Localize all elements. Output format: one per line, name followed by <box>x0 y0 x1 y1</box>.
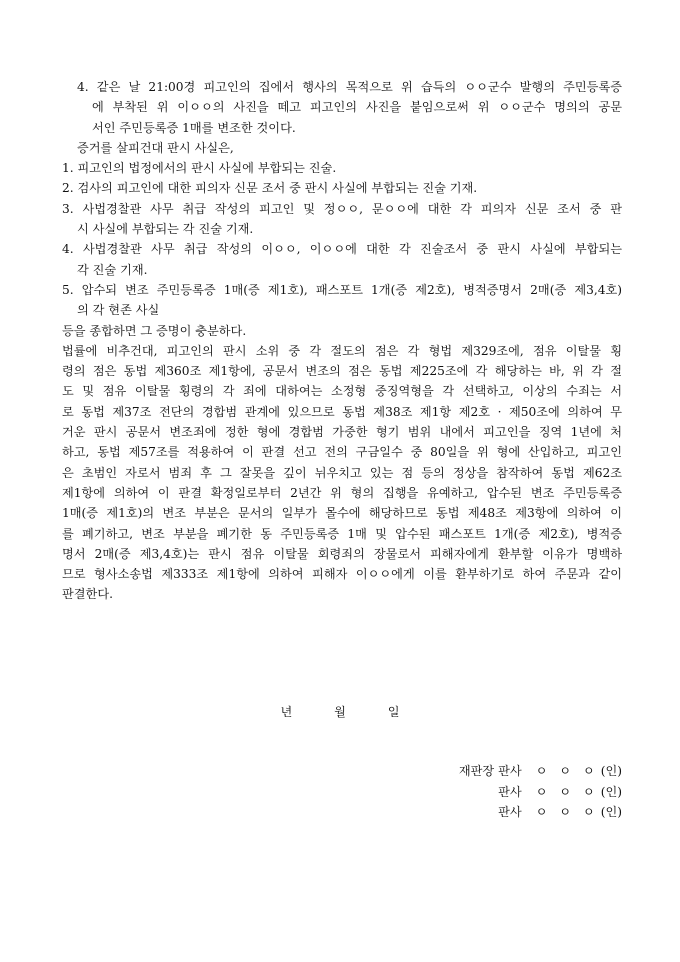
judge-seal: (인) <box>600 784 622 799</box>
judge-name: ㅇ ㅇ ㅇ <box>535 764 599 778</box>
body-line: 시 사실에 부합되는 각 진술 기재. <box>77 222 254 237</box>
body-line: 등을 종합하면 그 증명이 충분하다. <box>62 323 247 338</box>
date-month: 월 <box>334 705 346 719</box>
body-line: 서인 주민등록증 1매를 변조한 것이다. <box>92 120 296 135</box>
body-line: 로 동법 제37조 전단의 경합범 관계에 있으므로 동법 제38조 제1항 제2호 · 제50조에 의하여 무 <box>62 404 622 419</box>
judge-row <box>382 761 622 782</box>
body-line: 도 및 점유 이탈물 횡령의 각 죄에 대하여는 소정형 중징역형을 각 선택하고, 이상의 수죄는 서 <box>62 384 622 399</box>
body-line: 1. 피고인의 법정에서의 판시 사실에 부합되는 진술. <box>62 161 337 176</box>
body-line: 의 각 현존 사실 <box>77 303 160 318</box>
date-day: 일 <box>387 705 400 719</box>
judge-row <box>382 782 622 803</box>
body-line: 거운 판시 공문서 변조죄에 정한 형에 경합범 가중한 형기 범위 내에서 피고인을 징역 1년에 처 <box>62 425 622 440</box>
judgment-body <box>62 77 622 605</box>
judge-seal: (인) <box>600 805 622 819</box>
body-line: 2. 검사의 피고인에 대한 피의자 신문 조서 중 판시 사실에 부합되는 진술 기재. <box>62 181 478 196</box>
body-line: 령의 점은 동법 제360조 제1항에, 공문서 변조의 점은 동법 제225조에 각 해당하는 바, 위 각 절 <box>62 364 622 379</box>
body-line: 제1항에 의하여 이 판결 확정일로부터 2년간 위 형의 집행을 유예하고, 압수된 변조 주민등록증 <box>62 485 622 500</box>
body-line: 1매(증 제1호)의 변조 부분은 문서의 일부가 몰수에 해당하므로 동법 제48조 제3항에 의하여 이 <box>62 506 622 521</box>
body-line: 은 초범인 자로서 범죄 후 그 잘못을 깊이 뉘우치고 있는 점 등의 정상을 참작하여 동법 제62조 <box>62 465 622 480</box>
body-line: 명서 2매(증 제3,4호)는 판시 점유 이탈물 회령죄의 장물로서 피해자에게 환부할 이유가 명백하 <box>62 546 622 561</box>
judge-seal: (인) <box>600 764 622 778</box>
body-line: 증거를 살피건대 판시 사실은, <box>77 140 234 155</box>
body-line: 각 진술 기재. <box>77 262 148 277</box>
judge-name: ㅇ ㅇ ㅇ <box>535 805 599 819</box>
date-year: 년 <box>280 705 293 719</box>
body-line: 판결한다. <box>62 587 113 602</box>
body-line: 4. 같은 날 21:00경 피고인의 집에서 행사의 목적으로 위 습득의 ㅇㅇ군수 발행의 주민등록증 <box>77 80 622 94</box>
judge-signatures <box>382 761 622 823</box>
body-line: 하고, 동법 제57조를 적용하여 이 판결 선고 전의 구금일수 중 80일을 위 형에 산입하고, 피고인 <box>62 445 622 460</box>
date-line <box>0 702 680 722</box>
body-line: 법률에 비추건대, 피고인의 판시 소위 중 각 절도의 점은 각 형법 제329조에, 점유 이탈물 횡 <box>62 343 622 358</box>
judge-row <box>382 802 622 823</box>
body-line: 4. 사법경찰관 사무 취급 작성의 이ㅇㅇ, 이ㅇㅇ에 대한 각 진술조서 중 판시 사실에 부합되는 <box>62 242 622 257</box>
body-line: 3. 사법경찰관 사무 취급 작성의 피고인 및 정ㅇㅇ, 문ㅇㅇ에 대한 각 피의자 신문 조서 중 판 <box>62 201 622 216</box>
body-line: 므로 형사소송법 제333조 제1항에 의하여 피해자 이ㅇㅇ에게 이를 환부하기로 하여 주문과 같이 <box>62 567 622 582</box>
body-line: 5. 압수되 변조 주민등록증 1매(증 제1호), 패스포트 1개(증 제2호), 병적증명서 2매(증 제3,4호) <box>62 282 622 297</box>
body-line: 를 폐기하고, 변조 부분을 폐기한 동 주민등록증 1매 및 압수된 패스포트 1개(증 제2호), 병적증 <box>62 526 622 541</box>
judge-name: ㅇ ㅇ ㅇ <box>535 784 599 799</box>
judge-title: 판사 <box>498 805 522 819</box>
judge-title: 재판장 판사 <box>458 764 522 778</box>
body-line: 에 부착된 위 이ㅇㅇ의 사진을 떼고 피고인의 사진을 붙임으로써 위 ㅇㅇ군수 명의의 공문 <box>92 100 622 115</box>
judge-title: 판사 <box>498 784 522 799</box>
